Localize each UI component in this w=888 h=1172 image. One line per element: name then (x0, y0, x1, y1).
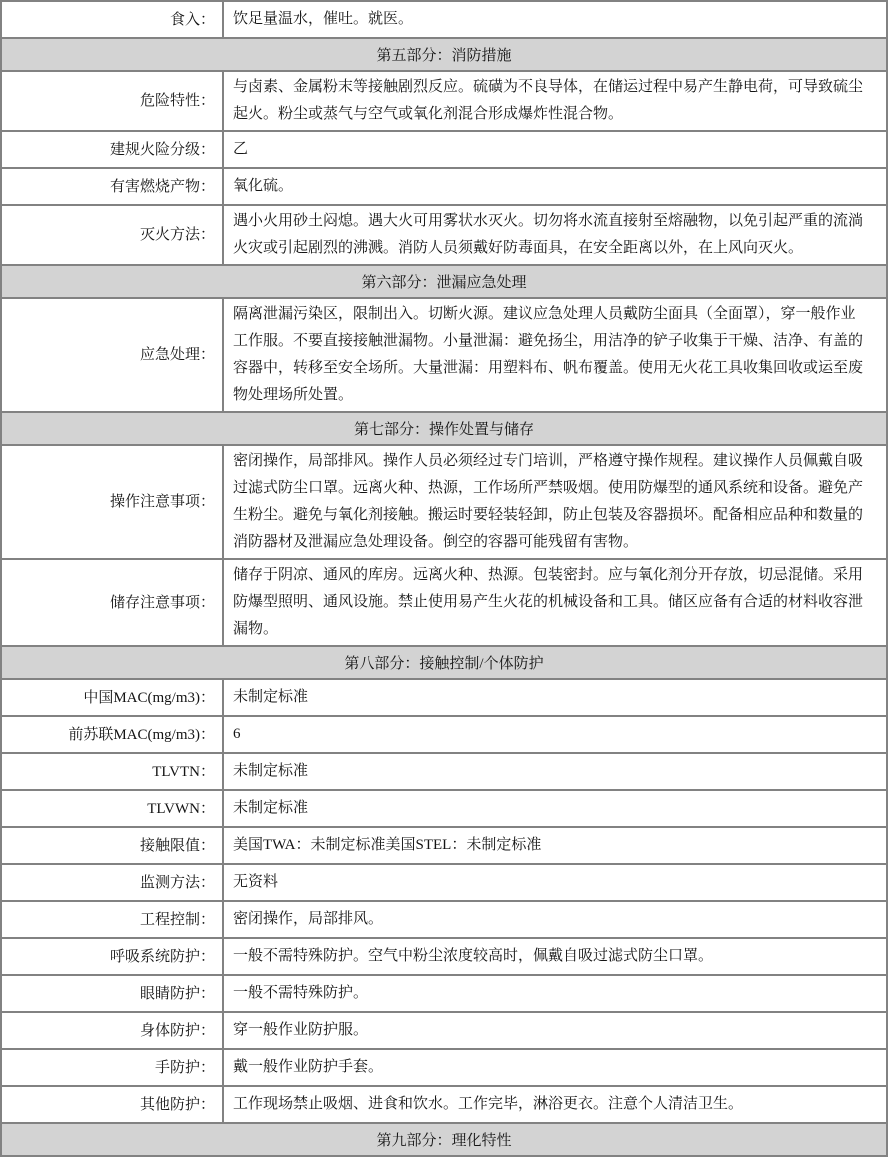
table-row (1, 205, 887, 265)
field-label: 危险特性： (1, 71, 223, 131)
table-row (1, 864, 887, 901)
field-label: TLVTN： (1, 753, 223, 790)
table-row (1, 445, 887, 559)
table-row (1, 168, 887, 205)
section-title: 第七部分：操作处置与储存 (1, 412, 887, 445)
table-row (1, 131, 887, 168)
table-row (1, 1, 887, 38)
field-value: 密闭操作，局部排风。 (223, 901, 887, 938)
field-label: TLVWN： (1, 790, 223, 827)
section-title: 第九部分：理化特性 (1, 1123, 887, 1156)
field-label: 呼吸系统防护： (1, 938, 223, 975)
table-row (1, 938, 887, 975)
field-label: 操作注意事项： (1, 445, 223, 559)
section-title: 第六部分：泄漏应急处理 (1, 265, 887, 298)
section-header-row (1, 412, 887, 445)
field-value: 乙 (223, 131, 887, 168)
field-label: 前苏联MAC(mg/m3)： (1, 716, 223, 753)
field-label: 工程控制： (1, 901, 223, 938)
field-label: 建规火险分级： (1, 131, 223, 168)
field-label: 其他防护： (1, 1086, 223, 1123)
table-row (1, 716, 887, 753)
field-value: 穿一般作业防护服。 (223, 1012, 887, 1049)
field-value: 与卤素、金属粉末等接触剧烈反应。硫磺为不良导体，在储运过程中易产生静电荷，可导致硫尘起火。粉尘或蒸气与空气或氧化剂混合形成爆炸性混合物。 (223, 71, 887, 131)
field-value: 工作现场禁止吸烟、进食和饮水。工作完毕，淋浴更衣。注意个人清洁卫生。 (223, 1086, 887, 1123)
field-label: 灭火方法： (1, 205, 223, 265)
msds-table-body (1, 1, 887, 1156)
field-label: 食入： (1, 1, 223, 38)
field-value: 储存于阴凉、通风的库房。远离火种、热源。包装密封。应与氧化剂分开存放，切忌混储。采用防爆型照明、通风设施。禁止使用易产生火花的机械设备和工具。储区应备有合适的材料收容泄漏物。 (223, 559, 887, 646)
field-value: 氧化硫。 (223, 168, 887, 205)
field-label: 身体防护： (1, 1012, 223, 1049)
field-value: 隔离泄漏污染区，限制出入。切断火源。建议应急处理人员戴防尘面具（全面罩），穿一般作业工作服。不要直接接触泄漏物。小量泄漏：避免扬尘，用洁净的铲子收集于干燥、洁净、有盖的容器中，转移至安全场所。大量泄漏：用塑料布、帆布覆盖。使用无火花工具收集回收或运至废物处理场所处置。 (223, 298, 887, 412)
table-row (1, 1086, 887, 1123)
field-value: 遇小火用砂土闷熄。遇大火可用雾状水灭火。切勿将水流直接射至熔融物，以免引起严重的流淌火灾或引起剧烈的沸溅。消防人员须戴好防毒面具，在安全距离以外，在上风向灭火。 (223, 205, 887, 265)
field-value: 未制定标准 (223, 790, 887, 827)
table-row (1, 753, 887, 790)
field-label: 监测方法： (1, 864, 223, 901)
section-header-row (1, 265, 887, 298)
section-title: 第五部分：消防措施 (1, 38, 887, 71)
section-header-row (1, 38, 887, 71)
field-value: 密闭操作，局部排风。操作人员必须经过专门培训，严格遵守操作规程。建议操作人员佩戴自吸过滤式防尘口罩。远离火种、热源，工作场所严禁吸烟。使用防爆型的通风系统和设备。避免产生粉尘。避免与氧化剂接触。搬运时要轻装轻卸，防止包装及容器损坏。配备相应品种和数量的消防器材及泄漏应急处理设备。倒空的容器可能残留有害物。 (223, 445, 887, 559)
table-row (1, 1012, 887, 1049)
table-row (1, 679, 887, 716)
field-value: 戴一般作业防护手套。 (223, 1049, 887, 1086)
field-label: 有害燃烧产物： (1, 168, 223, 205)
table-row (1, 298, 887, 412)
field-label: 接触限值： (1, 827, 223, 864)
table-row (1, 975, 887, 1012)
field-value: 饮足量温水，催吐。就医。 (223, 1, 887, 38)
table-row (1, 827, 887, 864)
table-row (1, 1049, 887, 1086)
field-label: 储存注意事项： (1, 559, 223, 646)
field-label: 眼睛防护： (1, 975, 223, 1012)
field-label: 手防护： (1, 1049, 223, 1086)
field-value: 未制定标准 (223, 753, 887, 790)
field-value: 一般不需特殊防护。空气中粉尘浓度较高时，佩戴自吸过滤式防尘口罩。 (223, 938, 887, 975)
field-value: 无资料 (223, 864, 887, 901)
field-value: 未制定标准 (223, 679, 887, 716)
table-row (1, 71, 887, 131)
table-row (1, 901, 887, 938)
section-header-row (1, 646, 887, 679)
field-value: 一般不需特殊防护。 (223, 975, 887, 1012)
section-header-row (1, 1123, 887, 1156)
field-label: 应急处理： (1, 298, 223, 412)
field-value: 美国TWA：未制定标准美国STEL：未制定标准 (223, 827, 887, 864)
field-value: 6 (223, 716, 887, 753)
section-title: 第八部分：接触控制/个体防护 (1, 646, 887, 679)
table-row (1, 790, 887, 827)
table-row (1, 559, 887, 646)
field-label: 中国MAC(mg/m3)： (1, 679, 223, 716)
